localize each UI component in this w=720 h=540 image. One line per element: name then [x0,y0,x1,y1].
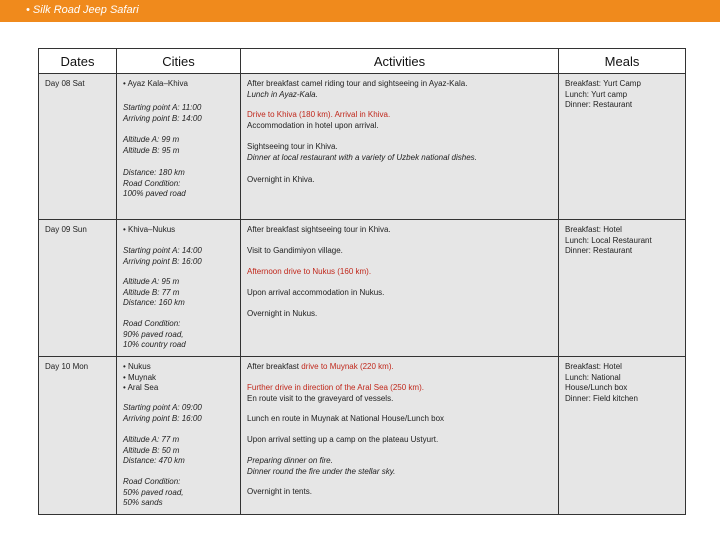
meals-cell [559,74,685,219]
activity-line-highlight: Further drive in direction of the Aral Sea (250 km). [247,383,424,392]
road-condition-label: Road Condition: [123,319,181,328]
activity-text: After breakfast [247,362,302,371]
road-condition-value: 50% sands [123,498,163,507]
column-header-activities: Activities [241,49,559,73]
arrive-time: Arriving point B: 16:00 [123,413,202,423]
activity-line: Sightseeing tour in Khiva. [247,142,338,151]
activity-line: Dinner at local restaurant with a variety of Uzbek national dishes. [247,152,477,162]
meal-dinner: Dinner: Restaurant [565,100,633,109]
date-cell [39,357,117,514]
road-condition-value: 90% paved road, [123,329,184,339]
meal-breakfast: Breakfast: Hotel [565,225,622,234]
activity-line: En route visit to the graveyard of vessels. [247,393,394,403]
activity-line: Preparing dinner on fire. [247,456,333,465]
city-text: • Ayaz Kala–Khiva [123,79,188,88]
activity-line: Visit to Gandimiyon village. [247,246,343,255]
distance: Distance: 470 km [123,456,185,465]
meal-dinner: Dinner: Restaurant [565,246,633,255]
activity-line: Overnight in tents. [247,487,312,496]
date-text: Day 10 Mon [45,362,89,371]
distance: Distance: 180 km [123,168,185,177]
cities-cell [117,74,241,219]
activity-line: After breakfast camel riding tour and sightseeing in Ayaz-Kala. [247,79,468,88]
date-cell [39,74,117,219]
altitude-b: Altitude B: 95 m [123,145,180,155]
start-time: Starting point A: 09:00 [123,403,202,412]
activities-cell [241,74,559,219]
meal-breakfast: Breakfast: Hotel [565,362,622,371]
road-condition-label: Road Condition: [123,178,181,188]
city-text: • Muynak [123,372,157,382]
date-cell [39,220,117,356]
activity-text-highlight: drive to Muynak (220 km). [301,362,394,371]
altitude-a: Altitude A: 95 m [123,277,180,286]
activity-line: Lunch in Ayaz-Kala. [247,89,318,99]
altitude-a: Altitude A: 99 m [123,135,180,144]
date-text: Day 09 Sun [45,225,87,234]
activity-line [247,362,394,373]
cities-cell [117,357,241,514]
activity-line: After breakfast sightseeing tour in Khiva. [247,225,391,234]
activity-line: Accommodation in hotel upon arrival. [247,120,379,130]
column-header-dates: Dates [39,49,117,73]
distance: Distance: 160 km [123,298,185,307]
top-title-bar [0,0,720,22]
road-condition-value: 50% paved road, [123,487,184,497]
road-condition-value: 10% country road [123,340,186,349]
activities-cell [241,220,559,356]
activity-line: Overnight in Nukus. [247,309,318,318]
column-header-meals: Meals [604,53,640,69]
start-time: Starting point A: 14:00 [123,246,202,255]
activity-line-highlight: Afternoon drive to Nukus (160 km). [247,267,372,276]
table-row-day-10 [39,357,685,514]
city-text: • Nukus [123,362,151,371]
activity-line-highlight: Drive to Khiva (180 km). Arrival in Khiva. [247,110,391,119]
itinerary-table [38,48,686,515]
meals-cell [559,357,685,514]
city-text: • Aral Sea [123,383,159,392]
page-title: • Silk Road Jeep Safari [26,4,139,16]
meal-dinner: Dinner: Field kitchen [565,393,638,403]
altitude-a: Altitude A: 77 m [123,435,180,444]
arrive-time: Arriving point B: 16:00 [123,256,202,266]
meal-lunch: Lunch: National [565,372,621,382]
activity-line: Upon arrival setting up a camp on the plateau Ustyurt. [247,435,439,444]
date-text: Day 08 Sat [45,79,85,88]
cities-cell [117,220,241,356]
meal-lunch: Lunch: Local Restaurant [565,235,652,245]
meal-lunch: Lunch: Yurt camp [565,89,628,99]
city-text: • Khiva–Nukus [123,225,176,234]
column-header-cities: Cities [117,49,241,73]
road-condition-label: Road Condition: [123,477,181,486]
table-header-row [39,49,685,74]
road-condition-value: 100% paved road [123,189,186,198]
activity-line: Overnight in Khiva. [247,175,315,184]
table-row-day-08 [39,74,685,220]
altitude-b: Altitude B: 50 m [123,445,180,455]
start-time: Starting point A: 11:00 [123,103,202,112]
activity-line: Dinner round the fire under the stellar sky. [247,466,396,476]
activity-line: Lunch en route in Muynak at National House/Lunch box [247,414,445,423]
meals-cell [559,220,685,356]
arrive-time: Arriving point B: 14:00 [123,113,202,123]
table-row-day-09 [39,220,685,357]
meal-breakfast: Breakfast: Yurt Camp [565,79,641,88]
meal-lunch-cont: House/Lunch box [565,383,628,392]
activity-line: Upon arrival accommodation in Nukus. [247,288,385,297]
altitude-b: Altitude B: 77 m [123,287,180,297]
activities-cell [241,357,559,514]
